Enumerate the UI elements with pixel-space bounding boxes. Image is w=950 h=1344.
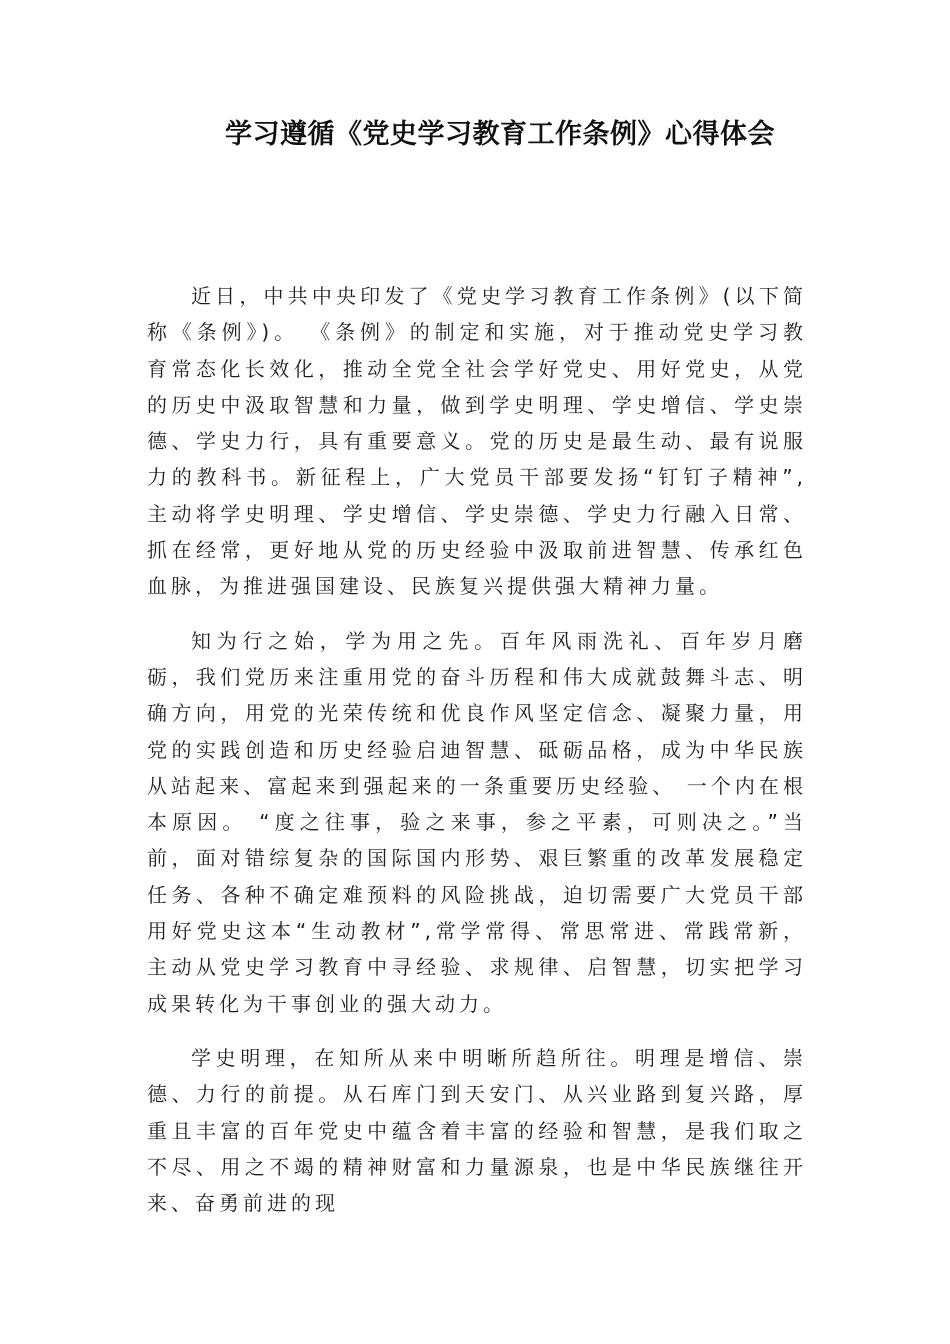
paragraph-3: 学史明理，在知所从来中明晰所趋所往。明理是增信、崇德、力行的前提。从石库门到天安门、从兴业路到复兴路，厚重且丰富的百年党史中蕴含着丰富的经验和智慧，是我们取之不尽、用之不竭的精神财富和力量源泉，也是中华民族继往开来、奋勇前进的现 xyxy=(147,1045,807,1216)
paragraph-1: 近日，中共中央印发了《党史学习教育工作条例》(以下简称《条例》)。 《条例》的制定和实施，对于推动党史学习教育常态化长效化，推动全党全社会学好党史、用好党史，从党的历史中汲取智慧和力量，做到学史明理、学史增信、学史崇德、学史力行，具有重要意义。党的历史是最生动、最有说服力的教科书。新征程上，广大党员干部要发扬“钉钉子精神”,主动将学史明理、学史增信、学史崇德、学史力行融入日常、抓在经常，更好地从党的历史经验中汲取前进智慧、传承红色血脉，为推进强国建设、民族复兴提供强大精神力量。 xyxy=(147,284,807,599)
document-title: 学习遵循《党史学习教育工作条例》心得体会 xyxy=(225,119,775,150)
document-body xyxy=(147,278,807,1239)
paragraph-2: 知为行之始，学为用之先。百年风雨洗礼、百年岁月磨砺，我们党历来注重用党的奋斗历程和伟大成就鼓舞斗志、明确方向，用党的光荣传统和优良作风坚定信念、凝聚力量，用党的实践创造和历史经验启迪智慧、砥砺品格，成为中华民族从站起来、富起来到强起来的一条重要历史经验、 一个内在根本原因。 “度之往事，验之来事，参之平素，可则决之。”当前，面对错综复杂的国际国内形势、艰巨繁重的改革发展稳定任务、各种不确定难预料的风险挑战，迫切需要广大党员干部用好党史这本“生动教材”,常学常得、常思常进、常践常新，主动从党史学习教育中寻经验、求规律、启智慧，切实把学习成果转化为干事创业的强大动力。 xyxy=(147,628,807,1016)
